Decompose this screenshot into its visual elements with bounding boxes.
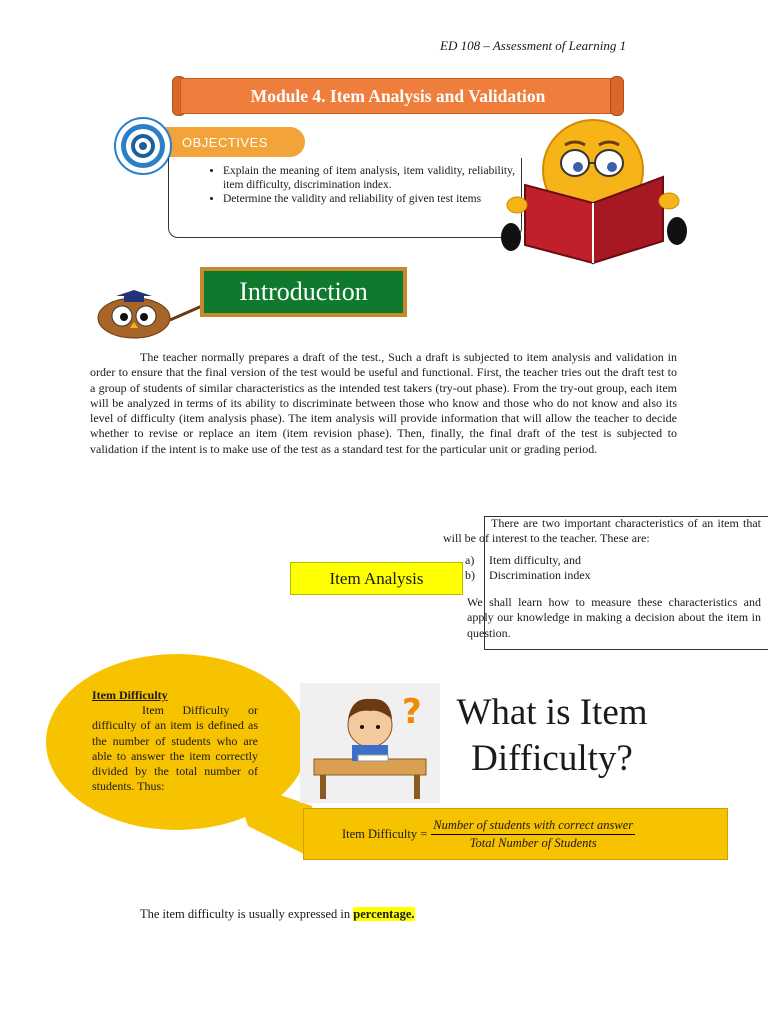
banner-scroll-right: [610, 76, 624, 116]
list-item: a) Item difficulty, and: [465, 552, 581, 567]
bottom-note-text: The item difficulty is usually expressed in: [140, 907, 354, 921]
what-is-item-difficulty-heading: What is Item Difficulty?: [456, 692, 648, 779]
item-analysis-heading: Item Analysis: [290, 562, 463, 595]
item-difficulty-formula: [303, 808, 728, 860]
objective-item: • Explain the meaning of item analysis, item validity, reliability, item difficulty, discrimination index.: [223, 164, 515, 192]
item-difficulty-definition: [92, 688, 258, 794]
item-analysis-text: [443, 516, 761, 650]
svg-text:?: ?: [402, 692, 422, 732]
bottom-note: [140, 907, 415, 922]
item-difficulty-body: Item Difficulty or difficulty of an item is defined as the number of students who are able to answer the item correctly divided by the total number of students. Thus:: [92, 703, 258, 794]
objective-item: • Determine the validity and reliability of given test items: [223, 192, 515, 206]
item-analysis-intro: There are two important characteristics of an item that will be of interest to the teacher. These are:: [443, 516, 761, 546]
course-header: ED 108 – Assessment of Learning 1: [440, 38, 627, 53]
module-title: Module 4. Item Analysis and Validation: [180, 78, 616, 114]
introduction-paragraph: The teacher normally prepares a draft of the test., Such a draft is subjected to item analysis and validation in order to ensure that the final version of the test would be useful and functional. First, the teacher tries out the draft test to a group of students of similar characteristics as the intended test takers (try-out phase). From the try-out group, each item will be analyzed in terms of its ability to discriminate between those who know and those who do not know and also its level of difficulty (item analysis phase). The item analysis will provide information that will allow the teacher to decide whether to revise or replace an item (item revision phase). Then, finally, the final draft of the test is subjected to validation if the intent is to make use of the test as a standard test for the particular unit or grading period.: [90, 350, 677, 456]
owl-teacher-icon: [96, 290, 206, 340]
objectives-label: OBJECTIVES: [160, 127, 305, 157]
item-difficulty-title: Item Difficulty: [92, 688, 168, 702]
module-banner: [172, 74, 624, 116]
objectives-list: [189, 164, 515, 206]
formula-denominator: Total Number of Students: [469, 835, 597, 850]
formula-lhs: Item Difficulty =: [342, 826, 428, 841]
emoji-reading-book-icon: [495, 115, 690, 270]
highlighted-word: percentage.: [353, 907, 415, 921]
item-analysis-list: [465, 553, 761, 584]
target-icon: [114, 117, 172, 175]
introduction-heading: Introduction: [200, 267, 407, 317]
formula-fraction: [431, 818, 635, 851]
list-item: b) Discrimination index: [465, 567, 591, 582]
objectives-box: [168, 158, 522, 238]
formula-numerator: Number of students with correct answer: [431, 818, 635, 835]
thinking-student-icon: [300, 683, 440, 803]
item-analysis-closing: We shall learn how to measure these characteristics and apply our knowledge in making a decision about the item in question.: [467, 595, 761, 640]
